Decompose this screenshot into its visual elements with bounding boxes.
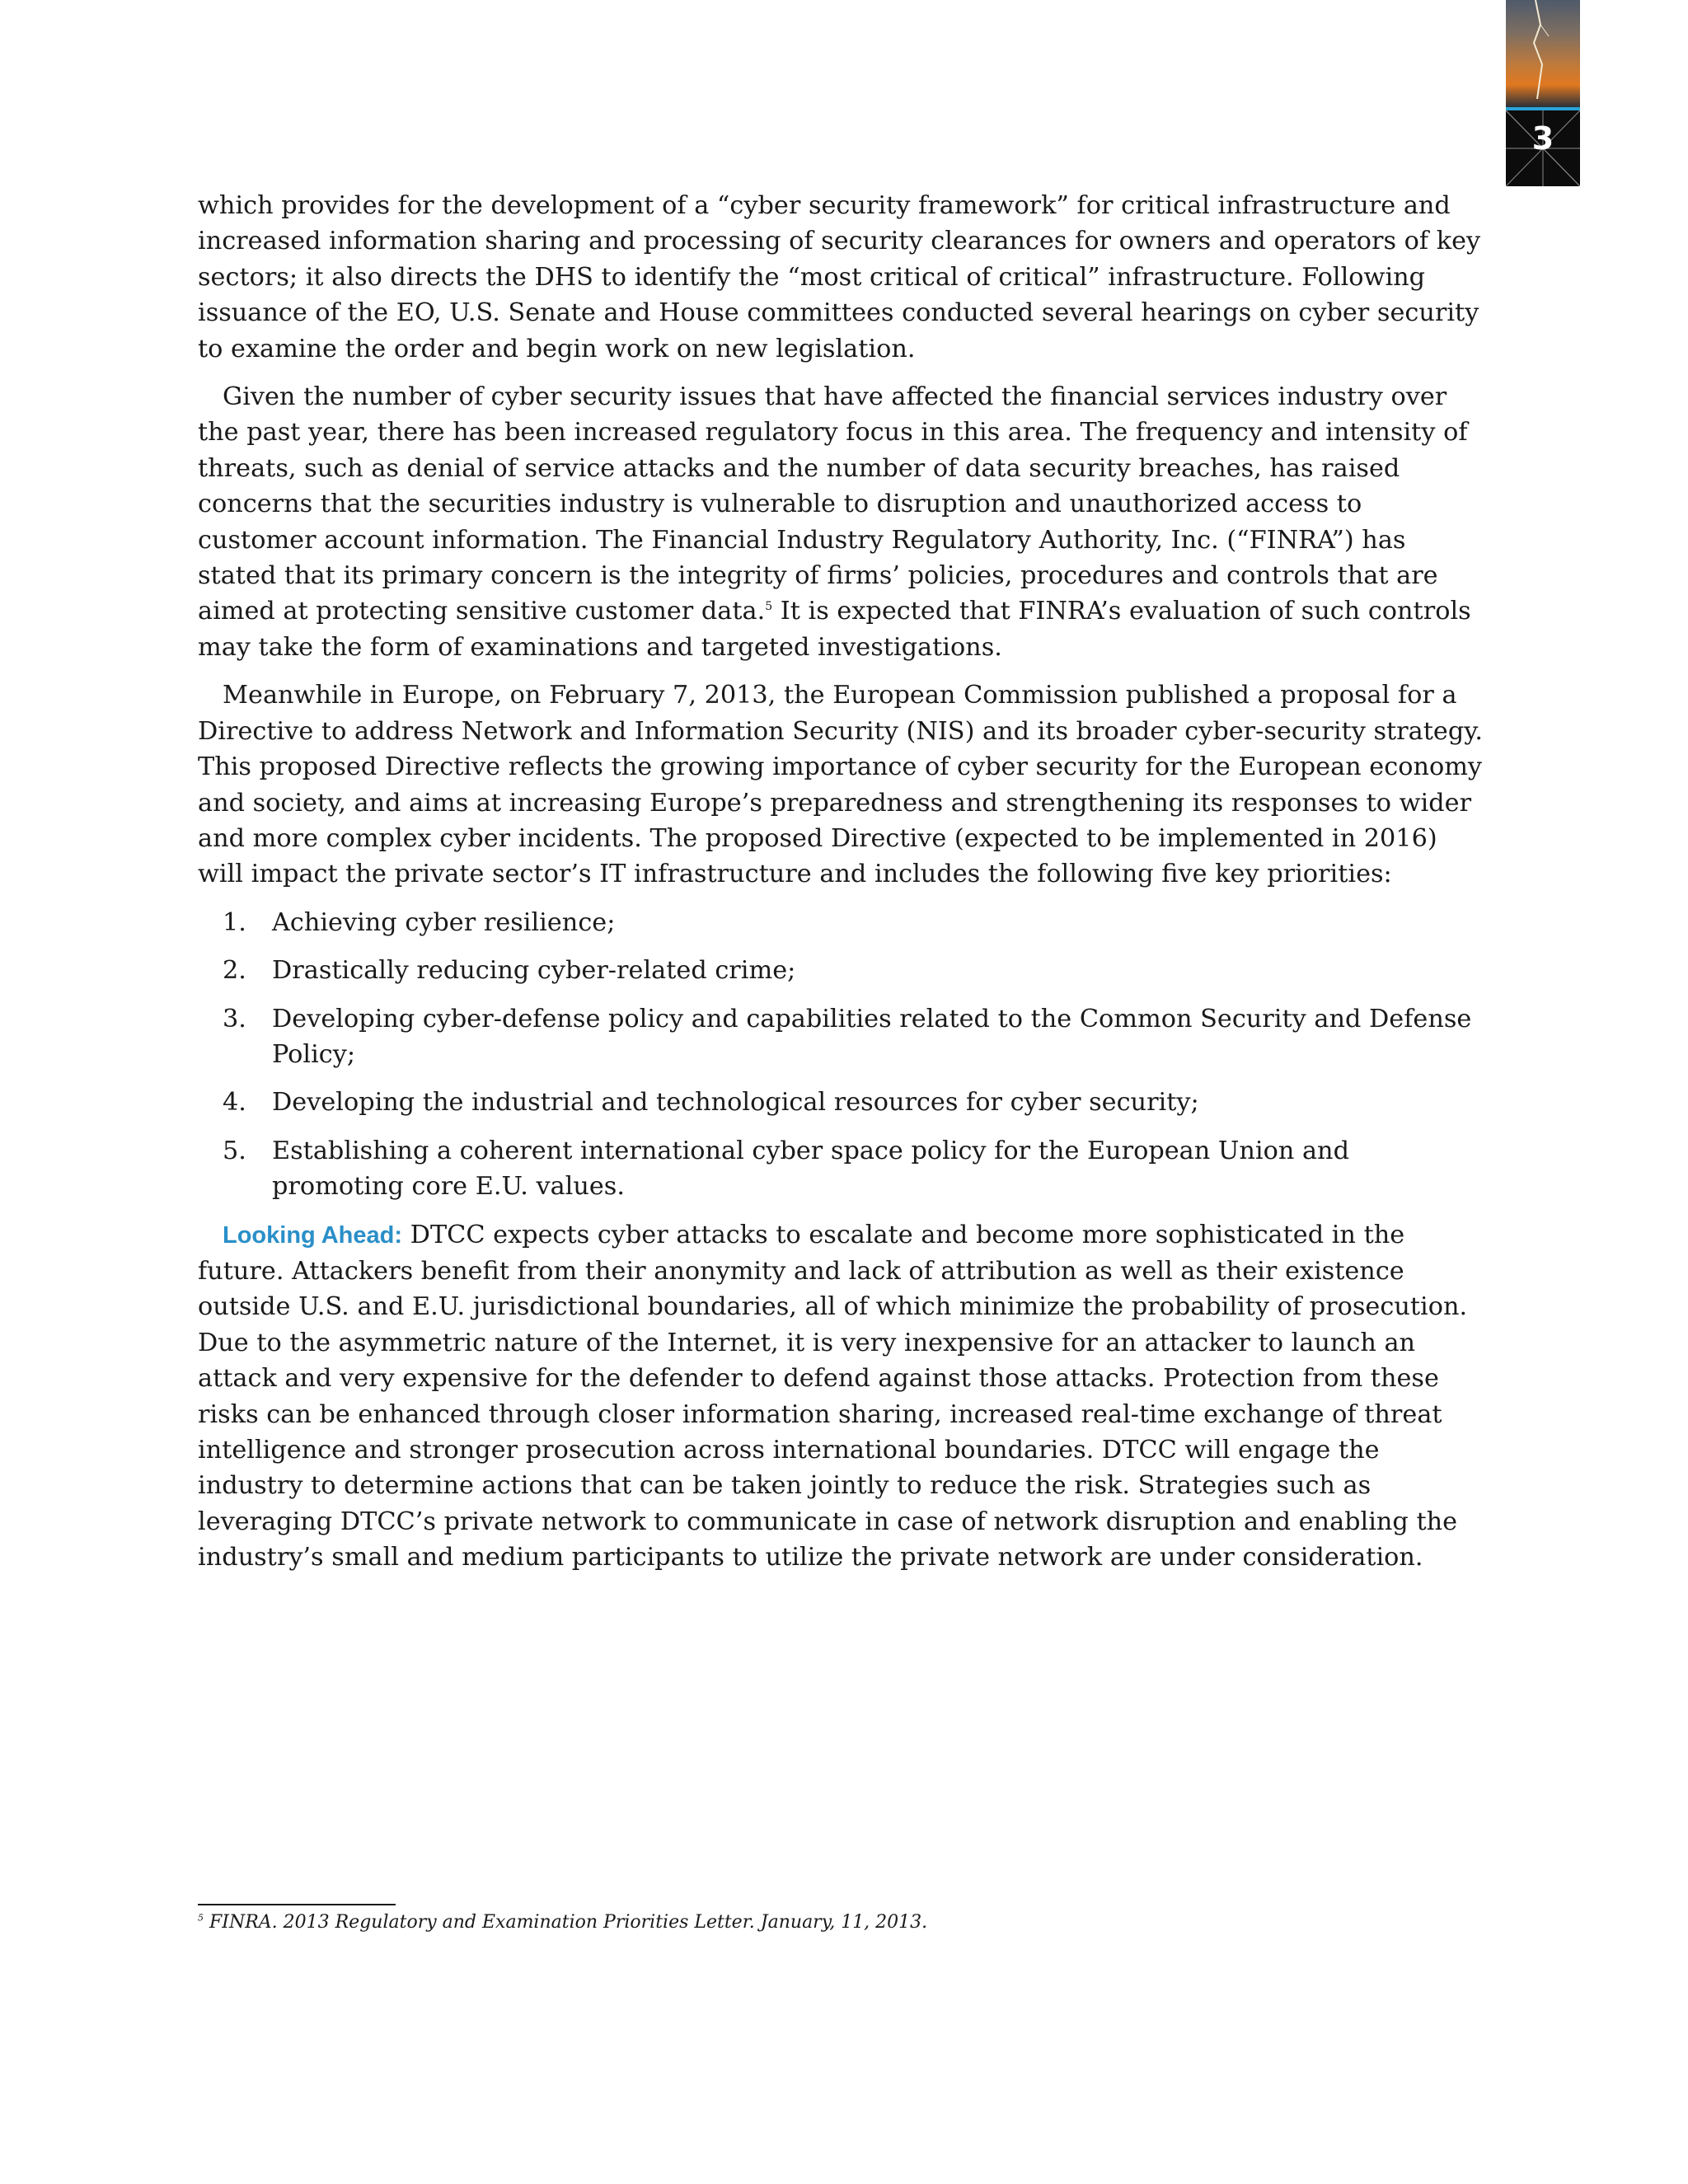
list-item-number: 2. [223,956,246,986]
list-item-text: Achieving cyber resilience; [272,907,616,937]
footnote-divider [198,1904,396,1905]
list-item [198,1085,1484,1120]
list-item-text: Establishing a coherent international cyber space policy for the European Union and promoting core E.U. values. [272,1136,1349,1202]
list-item [198,1001,1484,1073]
list-item-number: 1. [223,907,246,937]
footnote-mark: 5 [198,1912,204,1924]
footnote [198,1910,1434,1935]
footnote-text: FINRA. 2013 Regulatory and Examination Priorities Letter. January, 11, 2013. [204,1912,928,1933]
list-item [198,1133,1484,1205]
list-item-text: Developing the industrial and technological resources for cyber security; [272,1088,1199,1118]
priorities-list [198,905,1484,1205]
list-item [198,905,1484,940]
paragraph-europe: Meanwhile in Europe, on February 7, 2013, the European Commission published a proposal for a Directive to address Network and Information Security (NIS) and its broader cyber-security strategy. This proposed Directive reflects the growing importance of cyber security for the European economy and society, and aims at increasing Europe’s preparedness and strengthening its responses to wider and more complex cyber incidents. The proposed Directive (expected to be implemented in 2016) will impact the private sector’s IT infrastructure and includes the following five key priorities: [198,681,1483,889]
lightning-photo [1506,0,1580,109]
page-number: 3 [1531,120,1554,157]
looking-ahead-text: DTCC expects cyber attacks to escalate and become more sophisticated in the future. Attackers benefit from their anonymity and lack of attribution as well as their existence outside U.S. and E.U. jurisdictional boundaries, all of which minimize the probability of prosecution. Due to the asymmetric nature of the Internet, it is very inexpensive for an attacker to launch an attack and very expensive for the defender to defend against those attacks. Protection from these risks can be enhanced through closer information sharing, increased real-time exchange of threat intelligence and stronger prosecution across international boundaries. DTCC will engage the industry to determine actions that can be taken jointly to reduce the risk. Strategies such as leveraging DTCC’s private network to communicate in case of network disruption and enabling the industry’s small and medium participants to utilize the private network are under consideration. [198,1220,1468,1572]
article-body [198,188,1484,1588]
list-item-number: 4. [223,1088,246,1118]
list-item-number: 5. [223,1136,246,1165]
paragraph-finra-text-b: It is expected that FINRA’s evaluation of such controls may take the form of examinations and targeted investigations. [198,597,1471,662]
list-item-text: Drastically reducing cyber-related crime; [272,956,796,986]
paragraph-eo-framework: which provides for the development of a “cyber security framework” for critical infrastructure and increased information sharing and processing of security clearances for owners and operators of key sectors; it also directs the DHS to identify the “most critical of critical” infrastructure. Following issuance of the EO, U.S. Senate and House committees conducted several hearings on cyber security to examine the order and begin work on new legislation. [198,191,1481,363]
list-item [198,953,1484,988]
paragraph-finra [198,379,1484,665]
footnote-reference: 5 [765,600,773,614]
list-item-number: 3. [223,1004,246,1033]
paragraph-looking-ahead [198,1217,1484,1576]
paragraph-finra-text-a: Given the number of cyber security issues that have affected the financial services industry over the past year, there has been increased regulatory focus in this area. The frequency and intensity of threats, such as denial of service attacks and the number of data security breaches, has raised concerns that the securities industry is vulnerable to disruption and unauthorized access to customer account information. The Financial Industry Regulatory Authority, Inc. (“FINRA”) has stated that its primary concern is the integrity of firms’ policies, procedures and controls that are aimed at protecting sensitive customer data. [198,382,1468,626]
list-item-text: Developing cyber-defense policy and capabilities related to the Common Security and Defense Policy; [272,1004,1472,1069]
lightning-icon [1529,0,1554,99]
page-tab [1506,0,1580,186]
looking-ahead-label: Looking Ahead: [223,1221,403,1249]
